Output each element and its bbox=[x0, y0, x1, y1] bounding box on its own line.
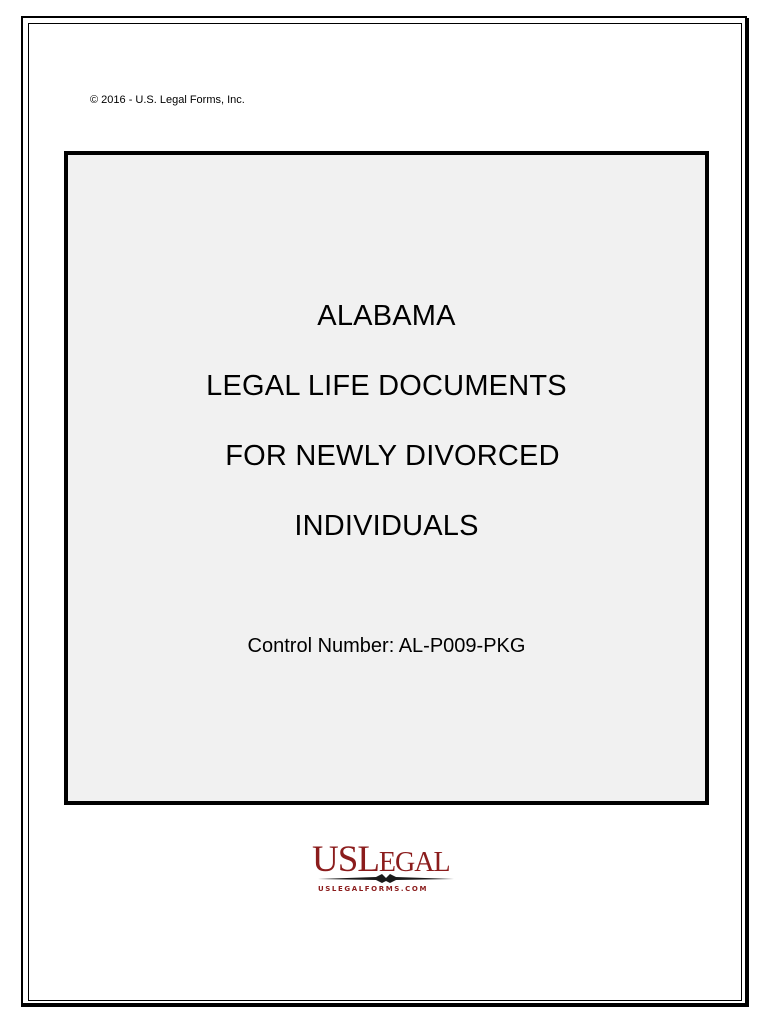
copyright-notice: © 2016 - U.S. Legal Forms, Inc. bbox=[90, 94, 245, 106]
title-line-4: INDIVIDUALS bbox=[294, 510, 479, 542]
title-line-3: FOR NEWLY DIVORCED bbox=[225, 440, 560, 472]
eagle-icon bbox=[316, 874, 456, 884]
page-border-shadow-right bbox=[745, 18, 749, 1007]
page-border-shadow-bottom bbox=[23, 1003, 749, 1007]
logo-wordmark: USLEGAL bbox=[312, 839, 450, 880]
title-box bbox=[64, 151, 709, 805]
logo-url: USLEGALFORMS.COM bbox=[318, 885, 429, 893]
title-line-2: LEGAL LIFE DOCUMENTS bbox=[206, 370, 567, 402]
control-number: Control Number: AL-P009-PKG bbox=[247, 635, 526, 657]
uslegal-logo bbox=[300, 838, 470, 898]
title-state: ALABAMA bbox=[317, 300, 456, 332]
